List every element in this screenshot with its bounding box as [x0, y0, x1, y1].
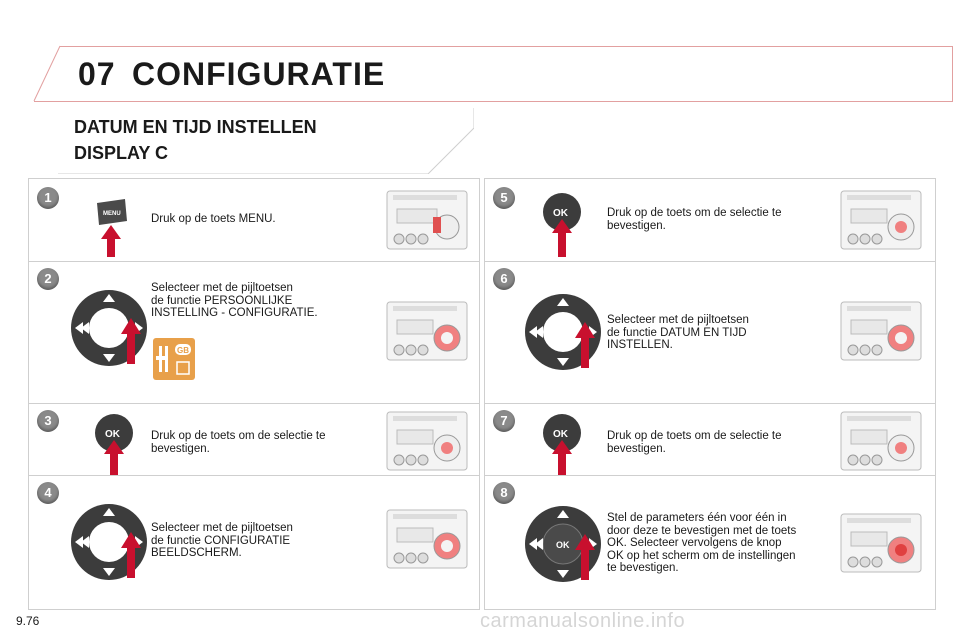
step-row-7: [485, 403, 935, 476]
settings-gb-icon: [153, 338, 195, 380]
svg-text:GB: GB: [177, 346, 189, 355]
step-row-2: [29, 261, 479, 404]
step-instruction: Druk op de toets om de selectie te bevestigen.: [607, 430, 782, 455]
header-corner-decoration: [0, 0, 80, 110]
steps-column-left: [28, 178, 480, 610]
svg-text:OK: OK: [105, 429, 120, 440]
step-instruction: Druk op de toets MENU.: [151, 213, 276, 225]
header-rule-bottom: [34, 101, 953, 102]
header-rule-right: [952, 46, 953, 102]
chapter-number: 07: [78, 56, 116, 92]
page-number: 9.76: [16, 614, 40, 628]
up-arrow-icon: [575, 534, 595, 580]
chapter-title: CONFIGURATIE: [132, 56, 386, 92]
step-instruction: Selecteer met de pijltoetsen de functie CONFIGURATIE BEELDSCHERM.: [151, 522, 293, 559]
step-number: 2: [37, 268, 59, 290]
svg-text:MENU: MENU: [103, 211, 121, 217]
step-row-1: [29, 179, 479, 261]
section-title-line2: DISPLAY C: [74, 143, 169, 163]
step-row-4: [29, 475, 479, 610]
step-number: 1: [37, 187, 59, 209]
svg-text:OK: OK: [553, 208, 568, 219]
step-number: 7: [493, 410, 515, 432]
up-arrow-icon: [121, 318, 141, 364]
step-number: 5: [493, 187, 515, 209]
ok-button-icon: [539, 191, 585, 257]
steps-column-right: [484, 178, 936, 610]
radio-panel-thumbnail: [385, 506, 469, 572]
step-instruction: Selecteer met de pijltoetsen de functie DATUM EN TIJD INSTELLEN.: [607, 314, 749, 351]
step-row-5: [485, 179, 935, 261]
step-number: 8: [493, 482, 515, 504]
step-number: 4: [37, 482, 59, 504]
radio-panel-thumbnail: [385, 298, 469, 364]
header-rule-top: [60, 46, 953, 47]
watermark: carmanualsonline.info: [480, 610, 686, 632]
ok-button-icon: [539, 412, 585, 476]
step-instruction: Druk op de toets om de selectie te bevestigen.: [607, 207, 782, 232]
section-title-line1: DATUM EN TIJD INSTELLEN: [74, 117, 317, 137]
step-row-3: [29, 403, 479, 476]
step-row-6: [485, 261, 935, 404]
step-instruction: Selecteer met de pijltoetsen de functie PERSOONLIJKE INSTELLING - CONFIGURATIE.: [151, 282, 318, 319]
radio-panel-thumbnail: [385, 408, 469, 474]
step-instruction: Stel de parameters één voor één in door deze te bevestigen met de toets OK. Selecteer vervolgens de knop OK op het scherm om de instellingen te bevestigen.: [607, 512, 797, 574]
radio-panel-thumbnail: [839, 298, 923, 364]
svg-text:OK: OK: [556, 540, 570, 550]
radio-panel-thumbnail: [839, 510, 923, 576]
step-number: 6: [493, 268, 515, 290]
radio-panel-thumbnail: [385, 187, 469, 253]
menu-button-icon: [91, 193, 131, 259]
ok-button-icon: [91, 412, 137, 476]
section-title: [74, 114, 317, 166]
radio-panel-thumbnail: [839, 408, 923, 474]
radio-panel-thumbnail: [839, 187, 923, 253]
up-arrow-icon: [575, 322, 595, 368]
up-arrow-icon: [121, 532, 141, 578]
step-row-8: [485, 475, 935, 610]
step-instruction: Druk op de toets om de selectie te bevestigen.: [151, 430, 326, 455]
svg-text:OK: OK: [553, 429, 568, 440]
step-number: 3: [37, 410, 59, 432]
